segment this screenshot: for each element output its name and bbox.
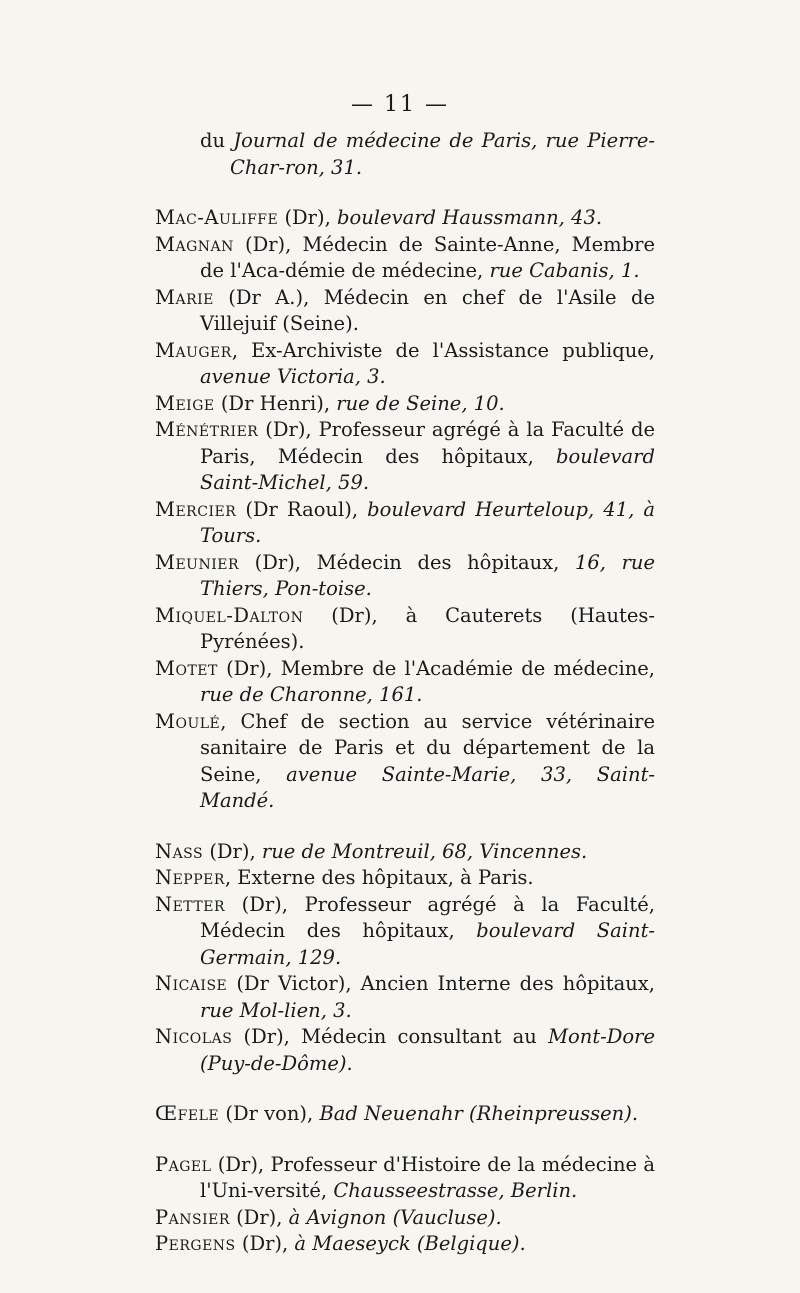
entry-title: (Dr), — [284, 206, 338, 229]
list-item — [155, 1231, 655, 1258]
entry-name: Netter — [155, 892, 225, 916]
entry-address: avenue Victoria, 3. — [200, 365, 386, 388]
entry-text: Professeur d'Histoire de la médecine à l'Uni-versité, — [200, 1152, 655, 1202]
entry-title: (Dr), — [254, 550, 317, 574]
entry-name: Nicaise — [155, 972, 228, 995]
entry-text: , Ex-Archiviste de l'Assistance publique, — [231, 338, 655, 362]
entry-address: Journal de médecine de Paris, rue Pierre-Char-ron, 31. — [230, 129, 655, 179]
entry-name: Ménétrier — [155, 418, 259, 441]
entry-name: Meige — [155, 391, 215, 415]
entry-name: Nicolas — [155, 1025, 233, 1048]
list-item — [155, 550, 655, 603]
list-item — [155, 417, 655, 497]
entry-name: Nepper — [155, 866, 225, 889]
entry-text: du — [200, 129, 234, 152]
entry-text: , Externe des hôpitaux, à Paris. — [224, 866, 534, 889]
entry-list — [155, 128, 655, 1258]
list-item — [155, 128, 655, 181]
list-item — [155, 971, 655, 1024]
entry-address: boulevard Saint-Germain, 129. — [200, 919, 655, 969]
entry-address: à Avignon (Vaucluse). — [288, 1205, 502, 1229]
entry-title: (Dr), — [243, 1025, 302, 1048]
entry-title: (Dr Raoul), — [245, 497, 368, 521]
entry-address: rue de Charonne, 161. — [200, 683, 423, 706]
entry-address: à Maeseyck (Belgique). — [294, 1232, 526, 1255]
entry-title: (Dr), — [236, 1205, 289, 1229]
entry-address: rue Mol-lien, 3. — [200, 998, 352, 1022]
entry-title: (Dr), — [209, 839, 262, 863]
entry-address: Chausseestrasse, Berlin. — [333, 1179, 578, 1202]
entry-text: à Cauterets (Hautes-Pyrénées). — [200, 603, 655, 653]
entry-address: avenue Sainte-Marie, 33, Saint-Mandé. — [200, 762, 655, 812]
entry-title: (Dr), — [217, 1152, 271, 1176]
entry-text: , Chef de section au service vétérinaire sanitaire de Paris et du département de la Seine, — [200, 709, 655, 786]
list-item — [155, 232, 655, 285]
entry-name: Miquel-Dalton — [155, 603, 304, 627]
entry-address: Mont-Dore (Puy-de-Dôme). — [200, 1025, 655, 1075]
list-item — [155, 1152, 655, 1205]
entry-name: Pagel — [155, 1152, 212, 1176]
list-item — [155, 865, 655, 892]
list-item — [155, 1024, 655, 1077]
entry-title: (Dr von), — [225, 1102, 320, 1125]
entry-name: Motet — [155, 656, 218, 680]
entry-address: Bad Neuenahr (Rheinpreussen). — [319, 1102, 639, 1125]
list-item — [155, 285, 655, 338]
entry-title: (Dr), — [226, 656, 281, 680]
entry-text: Membre de l'Académie de médecine, — [280, 656, 655, 680]
list-item — [155, 391, 655, 418]
list-item — [155, 709, 655, 815]
entry-address: rue de Montreuil, 68, Vincennes. — [261, 839, 588, 863]
list-item — [155, 656, 655, 709]
entry-title: (Dr), — [331, 603, 406, 627]
entry-address: rue de Seine, 10. — [336, 391, 505, 415]
entry-name: Nass — [155, 839, 204, 863]
entry-text: Médecin des hôpitaux, — [316, 550, 575, 574]
entry-name: Meunier — [155, 550, 240, 574]
entry-name: Magnan — [155, 232, 234, 256]
entry-name: Œfele — [155, 1102, 220, 1125]
entry-title: (Dr Henri), — [220, 391, 337, 415]
entry-address: boulevard Heurteloup, 41, à Tours. — [200, 497, 655, 547]
entry-name: Pansier — [155, 1205, 230, 1229]
entry-title: (Dr A.), — [228, 285, 324, 309]
entry-text: Médecin consultant au — [301, 1025, 549, 1048]
entry-title: (Dr), — [241, 1232, 295, 1255]
list-item — [155, 1101, 655, 1128]
entry-title: (Dr), — [241, 892, 305, 916]
entry-text: Médecin en chef de l'Asile de Villejuif (Seine). — [200, 285, 655, 335]
entry-text: Professeur agrégé à la Faculté de Paris, Médecin des hôpitaux, — [200, 418, 655, 468]
entry-address: rue Cabanis, 1. — [489, 259, 640, 282]
entry-name: Mac-Auliffe — [155, 206, 279, 229]
entry-name: Mauger — [155, 338, 232, 362]
entry-text: Professeur agrégé à la Faculté, Médecin des hôpitaux, — [200, 892, 655, 942]
list-item — [155, 603, 655, 656]
entry-name: Mercier — [155, 497, 237, 521]
entry-text: Ancien Interne des hôpitaux, — [360, 972, 655, 995]
entry-name: Pergens — [155, 1232, 236, 1255]
list-item — [155, 892, 655, 972]
entry-name: Marie — [155, 285, 214, 309]
entry-title: (Dr), — [244, 232, 303, 256]
list-item — [155, 205, 655, 232]
list-item — [155, 497, 655, 550]
entry-address: boulevard Haussmann, 43. — [337, 206, 603, 229]
entry-address: 16, rue Thiers, Pon-toise. — [200, 550, 655, 600]
entry-name: Moulé — [155, 709, 221, 733]
list-item — [155, 1205, 655, 1232]
list-item — [155, 338, 655, 391]
entry-title: (Dr), — [265, 418, 319, 441]
entry-text: Médecin de Sainte-Anne, Membre de l'Aca-démie de médecine, — [200, 232, 655, 282]
page-number: — 11 — — [351, 92, 449, 117]
list-item — [155, 839, 655, 866]
entry-address: boulevard Saint-Michel, 59. — [200, 444, 655, 494]
entry-title: (Dr Victor), — [236, 972, 361, 995]
